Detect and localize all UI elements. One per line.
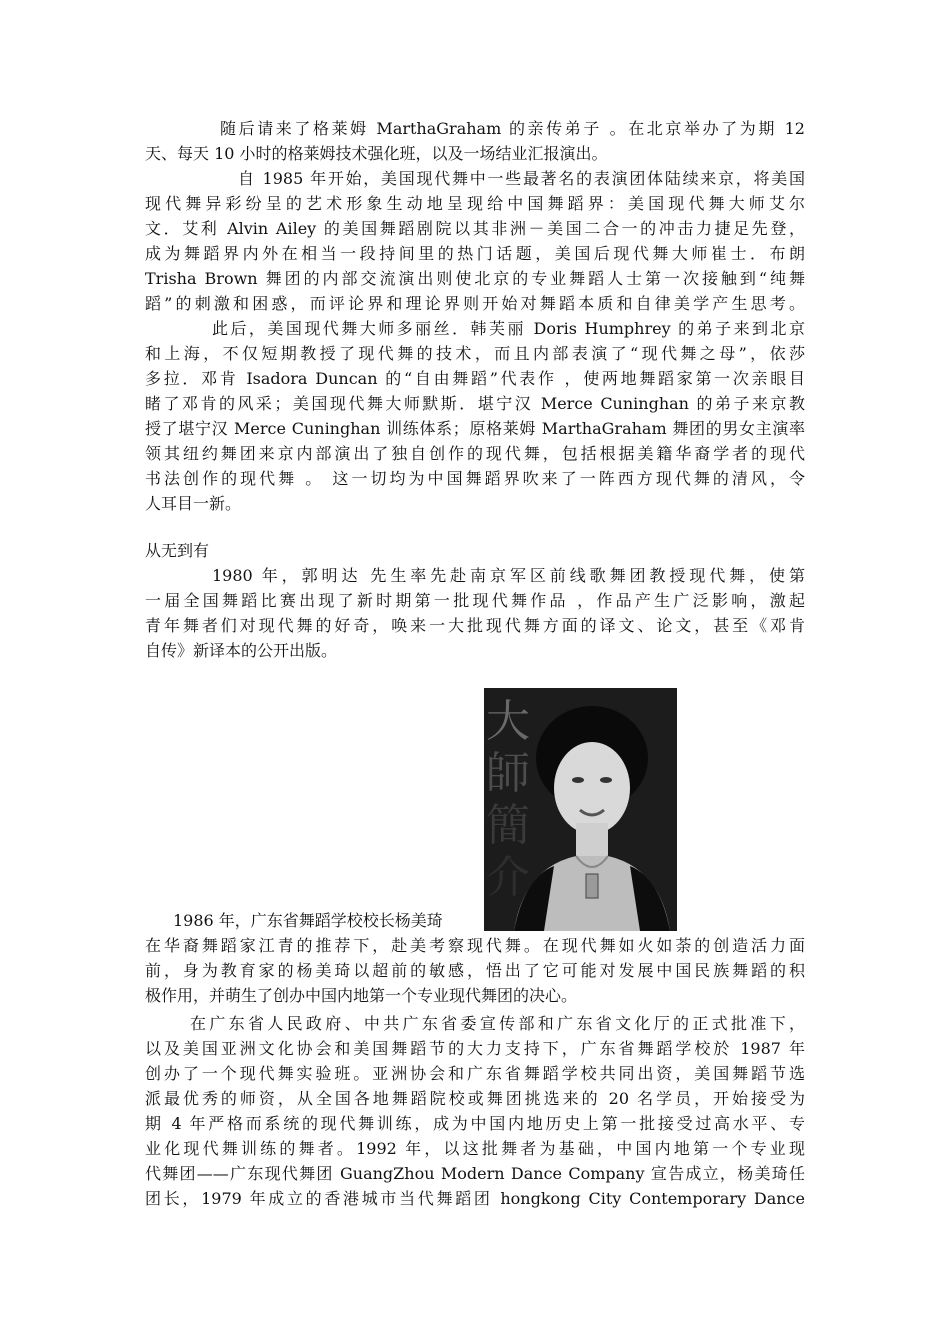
portrait-photo <box>484 688 677 931</box>
text-line: 书法创作的现代舞 。 这一切均为中国舞蹈界吹来了一阵西方现代舞的清风，令 <box>145 469 805 488</box>
text-line: 随后请来了格莱姆 MarthaGraham 的亲传弟子 。在北京举办了为期 12 <box>220 119 805 138</box>
text-line: 一届全国舞蹈比赛出现了新时期第一批现代舞作品 ，作品产生广泛影响，激起 <box>145 591 805 610</box>
text-line: 1986 年，广东省舞蹈学校校长杨美琦 <box>173 911 443 930</box>
text-line: 在华裔舞蹈家江青的推荐下，赴美考察现代舞。在现代舞如火如荼的创造活力面 <box>145 936 805 955</box>
text-line: 期 4 年严格而系统的现代舞训练，成为中国内地历史上第一批接受过高水平、专 <box>145 1114 805 1133</box>
text-line: 1980 年，郭明达 先生率先赴南京军区前线歌舞团教授现代舞，使第 <box>212 566 805 585</box>
svg-text:簡: 簡 <box>486 800 530 851</box>
text-line: 成为舞蹈界内外在相当一段持间里的热门话题，美国后现代舞大师崔士．布朗 <box>145 244 805 263</box>
svg-text:介: 介 <box>486 852 530 903</box>
text-line: 领其纽约舞团来京内部演出了独自创作的现代舞，包括根据美籍华裔学者的现代 <box>145 444 805 463</box>
text-line: 此后，美国现代舞大师多丽丝．韩芙丽 Doris Humphrey 的弟子来到北京 <box>212 319 805 338</box>
text-line: 业化现代舞训练的舞者。1992 年，以这批舞者为基础，中国内地第一个专业现 <box>145 1139 805 1158</box>
text-line: 在广东省人民政府、中共广东省委宣传部和广东省文化厅的正式批准下， <box>190 1014 805 1033</box>
text-line: 文．艾利 Alvin Ailey 的美国舞蹈剧院以其非洲－美国二合一的冲击力捷足先登， <box>145 219 805 238</box>
text-line: 现代舞异彩纷呈的艺术形象生动地呈现给中国舞蹈界：美国现代舞大师艾尔 <box>145 194 805 213</box>
text-line: 蹈”的刺激和困惑，而评论界和理论界则开始对舞蹈本质和自律美学产生思考。 <box>145 294 805 313</box>
text-line: 多拉．邓肯 Isadora Duncan 的“自由舞蹈”代表作 ，使两地舞蹈家第一次亲眼目 <box>145 369 805 388</box>
overlay-char: 大 <box>486 696 530 747</box>
text-line: 以及美国亚洲文化协会和美国舞蹈节的大力支持下，广东省舞蹈学校於 1987 年 <box>145 1039 805 1058</box>
text-line: 睹了邓肯的风采；美国现代舞大师默斯．堪宁汉 Merce Cuninghan 的弟子来京教 <box>145 394 805 413</box>
text-line: 派最优秀的师资，从全国各地舞蹈院校或舞团挑选来的 20 名学员，开始接受为 <box>145 1089 805 1108</box>
text-line: 团长，1979 年成立的香港城市当代舞蹈团 hongkong City Contemporary Dance <box>145 1189 805 1208</box>
text-line: 自传》新译本的公开出版。 <box>145 641 338 660</box>
text-line: 青年舞者们对现代舞的好奇，唤来一大批现代舞方面的译文、论文，甚至《邓肯 <box>145 616 805 635</box>
text-line: 创办了一个现代舞实验班。亚洲协会和广东省舞蹈学校共同出资，美国舞蹈节选 <box>145 1064 805 1083</box>
text-line: 人耳目一新。 <box>145 494 242 513</box>
text-line: Trisha Brown 舞团的内部交流演出则使北京的专业舞蹈人士第一次接触到“纯舞 <box>145 269 805 288</box>
text-line: 代舞团——广东现代舞团 GuangZhou Modern Dance Company 宣告成立，杨美琦任 <box>145 1164 805 1183</box>
text-line: 授了堪宁汉 Merce Cuninghan 训练体系；原格莱姆 MarthaGraham 舞团的男女主演率 <box>145 419 805 438</box>
text-line: 自 1985 年开始，美国现代舞中一些最著名的表演团体陆续来京，将美国 <box>238 169 805 188</box>
text-line: 和上海，不仅短期教授了现代舞的技术，而且内部表演了“现代舞之母”，依莎 <box>145 344 805 363</box>
section-heading: 从无到有 <box>145 541 210 560</box>
svg-text:師: 師 <box>486 748 530 799</box>
text-line: 极作用，并萌生了创办中国内地第一个专业现代舞团的决心。 <box>145 986 578 1005</box>
text-line: 天、每天 10 小时的格莱姆技术强化班，以及一场结业汇报演出。 <box>145 144 608 163</box>
text-line: 前，身为教育家的杨美琦以超前的敏感，悟出了它可能对发展中国民族舞蹈的积 <box>145 961 805 980</box>
